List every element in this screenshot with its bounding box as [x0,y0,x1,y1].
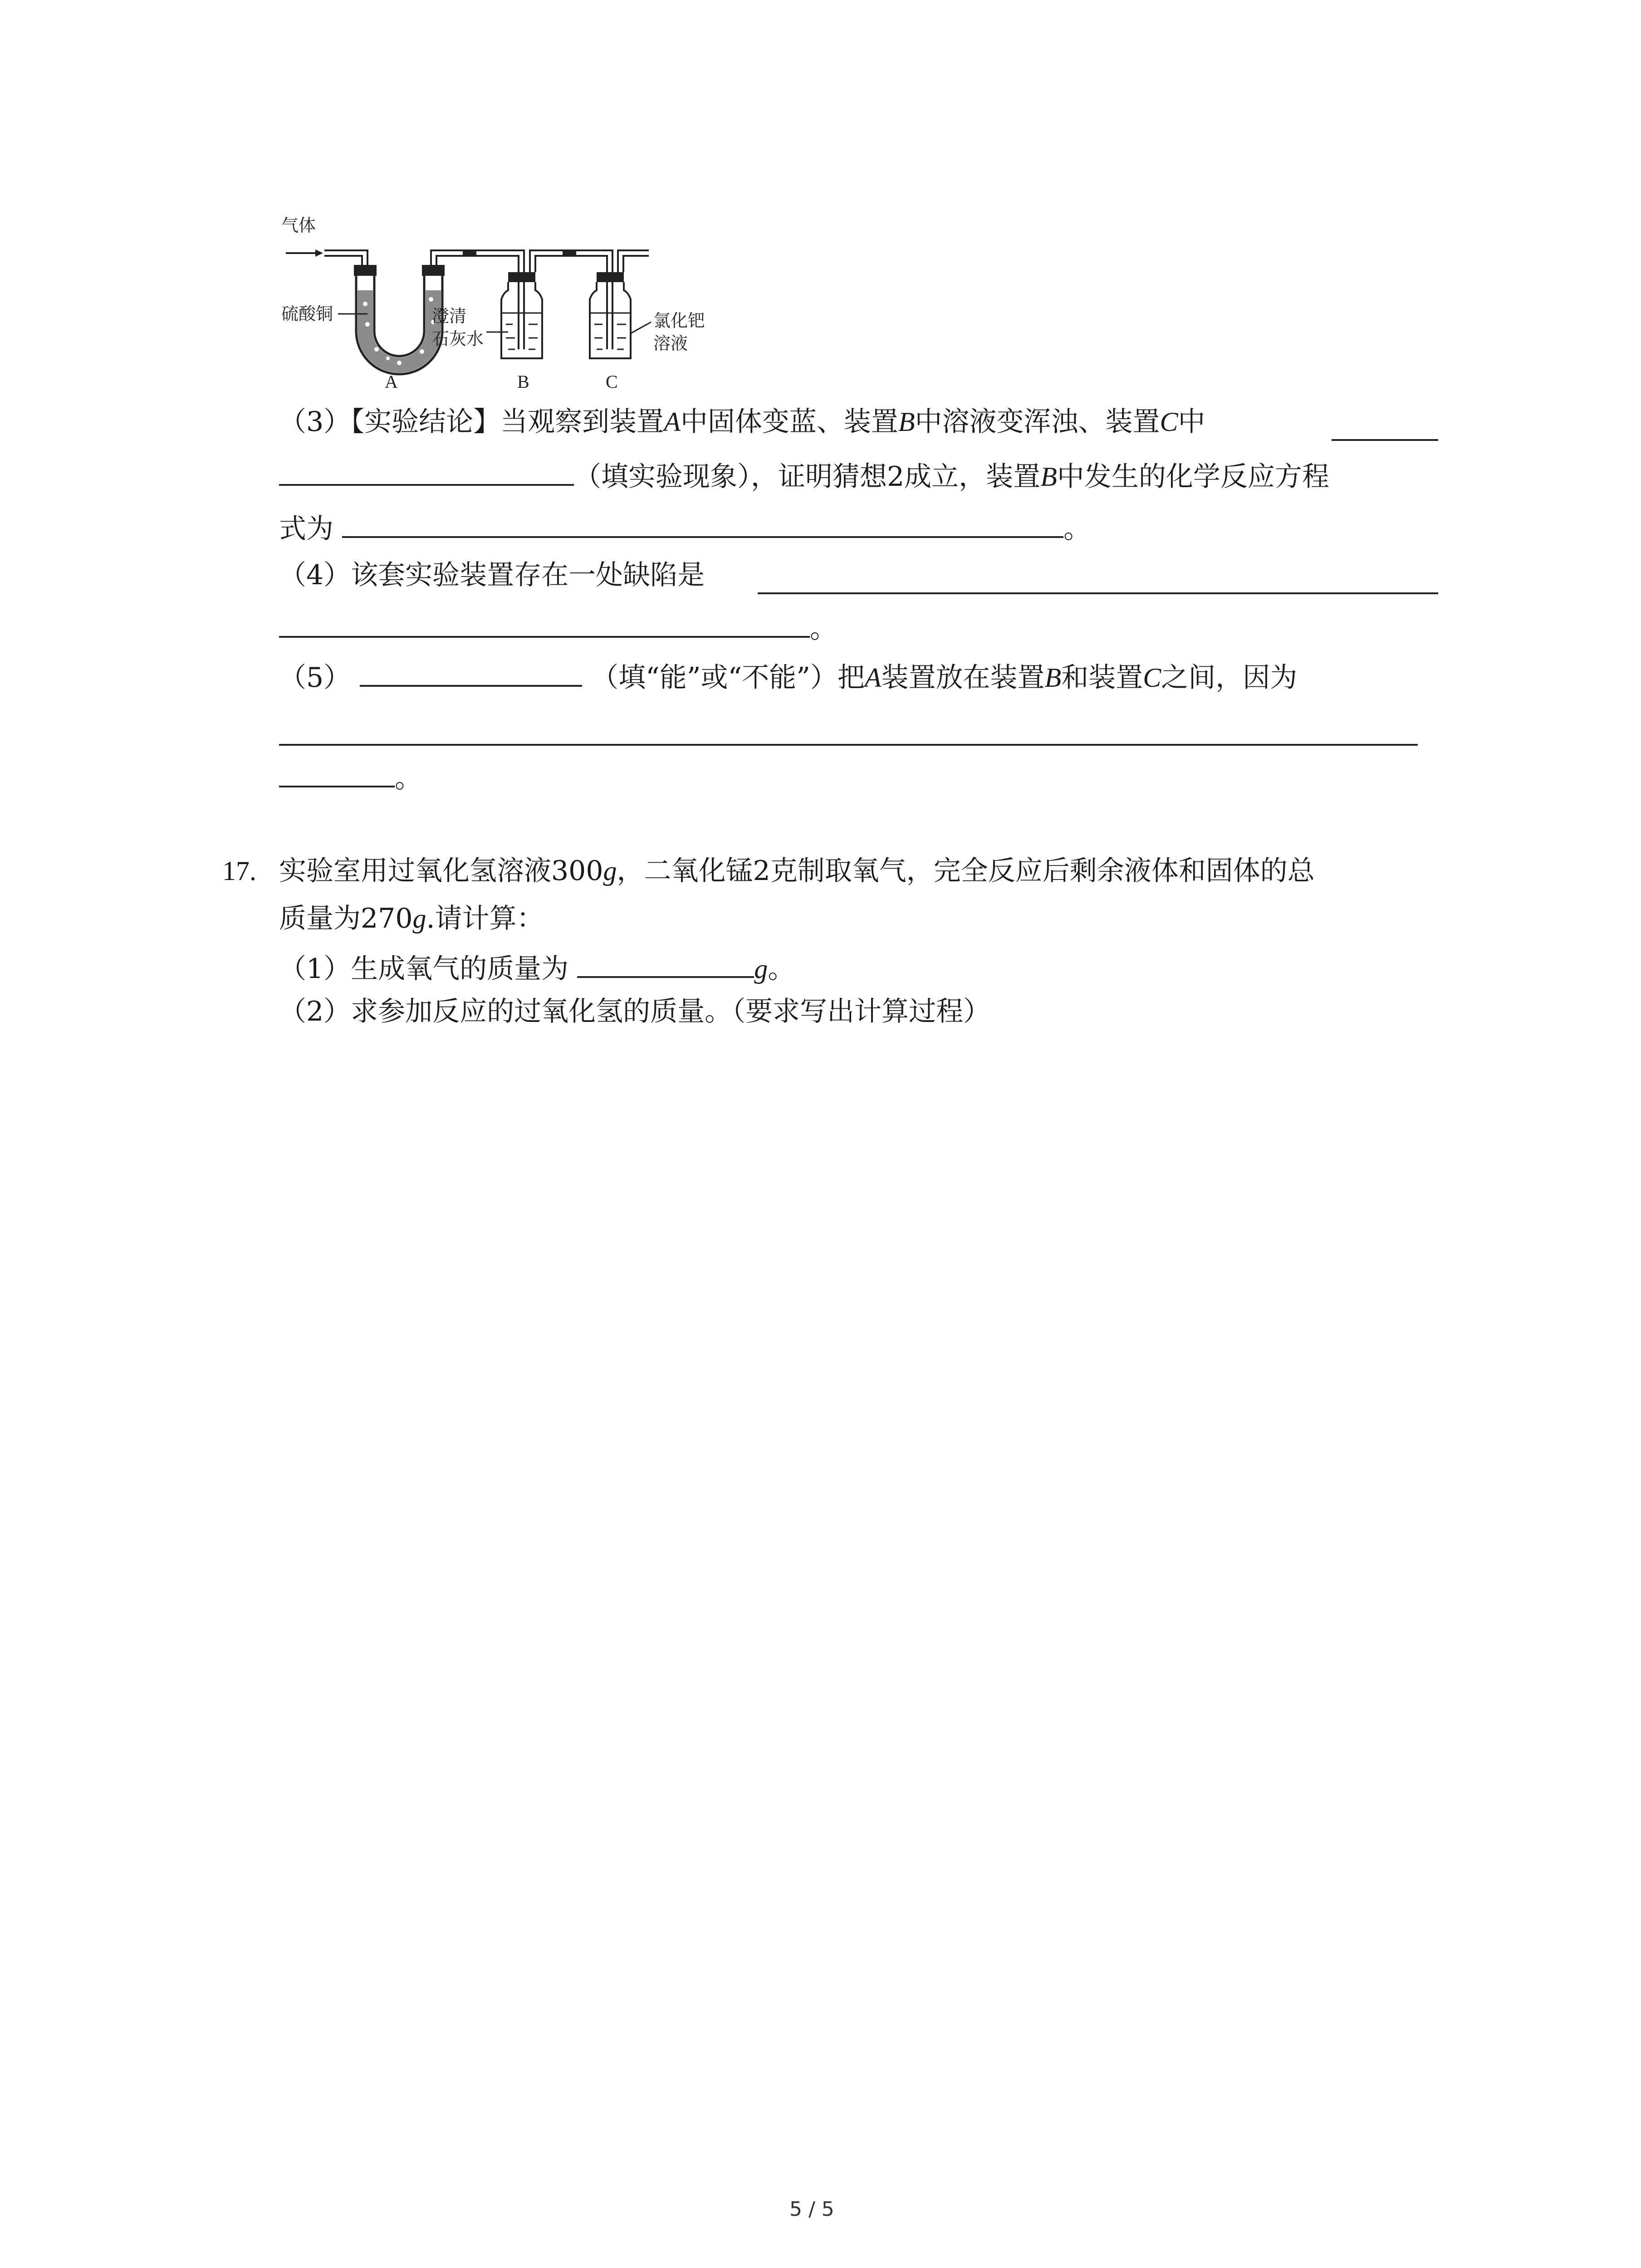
q16-part5-line1: （5） （填“能”或“不能”）把A装置放在装置B和装置C之间，因为 [279,657,1297,696]
q16-part5-choice-blank[interactable] [360,657,582,687]
q17-stem-line1: 实验室用过氧化氢溶液300g，二氧化锰2克制取氧气，完全反应后剩余液体和固体的总 [279,855,1315,887]
q16-part4-blank-a[interactable] [758,592,1438,594]
apparatus-letter-b: B [517,371,529,392]
q16-part3-equation-blank[interactable] [342,508,1063,538]
apparatus-diagram [272,213,753,395]
q16-part3-line1: （3）【实验结论】当观察到装置A中固体变蓝、装置B中溶液变浑浊、装置C中 [279,406,1205,438]
pdcl2-label-2: 溶液 [653,333,688,353]
q16-part4-blank-b[interactable] [279,608,810,638]
q16-part5-reason-blank-b[interactable] [279,758,395,787]
q17-stem-line2: 质量为270g.请计算： [279,903,544,934]
limewater-label-2: 石灰水 [432,329,484,349]
apparatus-letter-c: C [606,371,618,392]
q17-part2: （2）求参加反应的过氧化氢的质量。（要求写出计算过程） [279,996,991,1027]
pdcl2-label-1: 氯化钯 [653,311,705,331]
q17-number: 17. [222,856,256,886]
gas-label: 气体 [281,215,316,235]
q16-part5-reason-blank-a[interactable] [279,744,1418,746]
q16-part3-blank1b[interactable] [279,456,574,486]
q16-part5-line3: 。 [279,758,422,797]
limewater-label-1: 澄清 [432,306,467,326]
q16-part4-line1: （4）该套实验装置存在一处缺陷是 [279,559,705,591]
q16-part3-line3: 式为 。 [279,508,1091,547]
q17-oxygen-mass-blank[interactable] [577,948,754,978]
apparatus-letter-a: A [385,371,398,392]
q16-part3-blank1a[interactable] [1332,439,1438,441]
page-number: 5 / 5 [789,2198,834,2221]
q16-part3-line2: （填实验现象），证明猜想2成立，装置B中发生的化学反应方程 [279,456,1329,495]
cuso4-label: 硫酸铜 [281,304,333,324]
q17-part1: （1）生成氧气的质量为 g。 [279,948,795,987]
q16-part4-line2: 。 [279,608,837,647]
